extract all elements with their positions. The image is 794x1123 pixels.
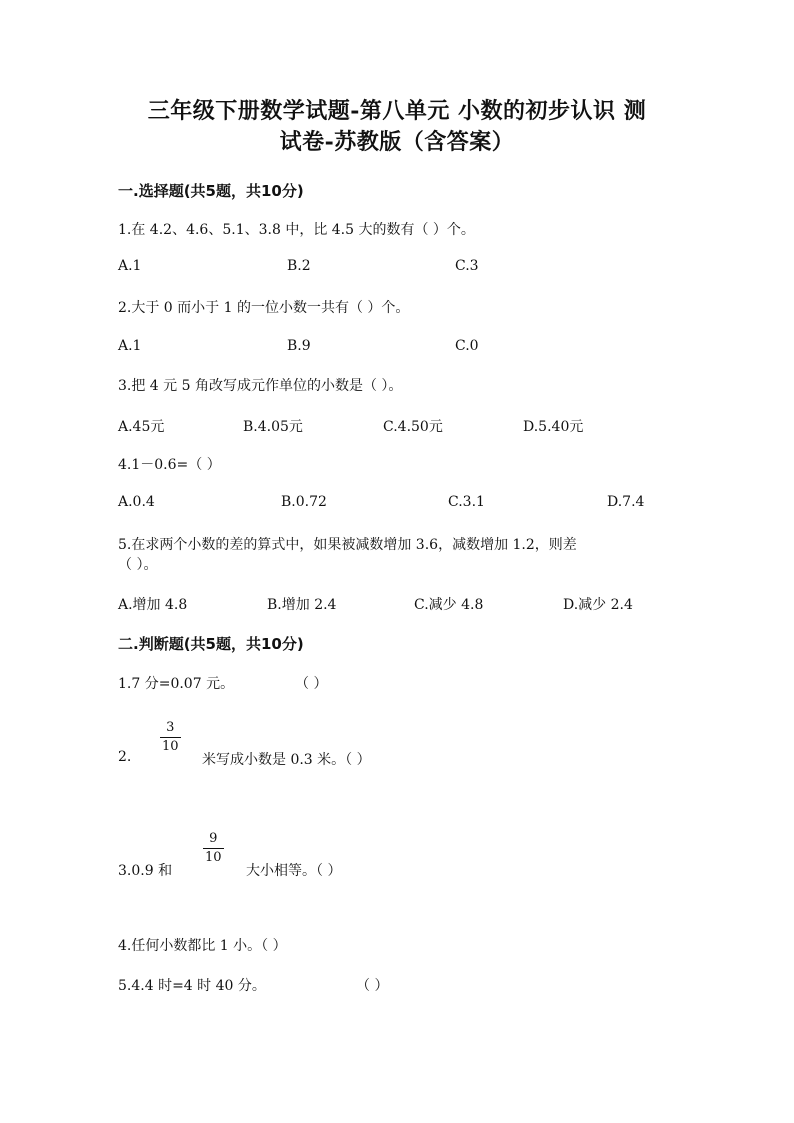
- question-1-1: 1.在 4.2、4.6、5.1、3.8 中，比 4.5 大的数有（ ）个。: [118, 222, 475, 238]
- question-1-1-option-b: B.2: [287, 258, 311, 274]
- question-1-3-option-d: D.5.40元: [523, 419, 584, 435]
- question-1-3-option-c: C.4.50元: [383, 419, 443, 435]
- judge-3-fraction-bar: [203, 848, 224, 849]
- title-line-2: 试卷-苏教版（含答案）: [279, 129, 515, 155]
- question-1-4: 4.1－0.6=（ ）: [118, 457, 221, 473]
- question-1-1-option-c: C.3: [455, 258, 479, 274]
- question-1-4-option-c: C.3.1: [448, 494, 485, 510]
- page-title: [110, 96, 684, 158]
- judge-5: 5.4.4 时=4 时 40 分。: [118, 978, 266, 994]
- judge-3-fraction: [203, 831, 224, 866]
- judge-2-fraction: [160, 720, 181, 755]
- question-1-5-option-b: B.增加 2.4: [267, 597, 337, 613]
- question-1-3: 3.把 4 元 5 角改写成元作单位的小数是（ ）。: [118, 378, 403, 394]
- section-1-heading: 一.选择题(共5题，共10分): [118, 182, 304, 200]
- question-1-2: 2.大于 0 而小于 1 的一位小数一共有（ ）个。: [118, 300, 410, 316]
- question-1-2-option-b: B.9: [287, 338, 311, 354]
- judge-2: 米写成小数是 0.3 米。（ ）: [202, 752, 371, 768]
- question-1-2-option-c: C.0: [455, 338, 479, 354]
- judge-5-paren: （ ）: [356, 978, 389, 994]
- judge-2-denominator: 10: [162, 739, 179, 754]
- judge-3-num: 3.0.9 和: [118, 863, 173, 879]
- question-1-5-cont: （ ）。: [118, 557, 158, 573]
- judge-4: 4.任何小数都比 1 小。（ ）: [118, 938, 287, 954]
- question-1-5-option-d: D.减少 2.4: [563, 597, 633, 613]
- judge-1-paren: （ ）: [295, 676, 328, 692]
- section-2-heading: 二.判断题(共5题，共10分): [118, 635, 304, 653]
- judge-3-denominator: 10: [205, 850, 222, 865]
- question-1-4-option-a: A.0.4: [118, 494, 155, 510]
- judge-3-numerator: 9: [209, 831, 218, 846]
- question-1-2-option-a: A.1: [118, 338, 142, 354]
- judge-2-numerator: 3: [166, 720, 175, 735]
- judge-1: 1.7 分=0.07 元。: [118, 676, 235, 692]
- question-1-4-option-b: B.0.72: [281, 494, 327, 510]
- judge-3: 大小相等。（ ）: [246, 863, 342, 879]
- question-1-3-option-a: A.45元: [118, 419, 165, 435]
- judge-2-num: 2.: [118, 749, 132, 765]
- judge-2-fraction-bar: [160, 737, 181, 738]
- question-1-1-option-a: A.1: [118, 258, 142, 274]
- question-1-5-option-a: A.增加 4.8: [118, 597, 188, 613]
- question-1-4-option-d: D.7.4: [607, 494, 645, 510]
- question-1-5-option-c: C.减少 4.8: [414, 597, 484, 613]
- question-1-5: 5.在求两个小数的差的算式中，如果被减数增加 3.6，减数增加 1.2，则差: [118, 537, 577, 553]
- title-line-1: 三年级下册数学试题-第八单元 小数的初步认识 测: [147, 98, 647, 124]
- question-1-3-option-b: B.4.05元: [243, 419, 303, 435]
